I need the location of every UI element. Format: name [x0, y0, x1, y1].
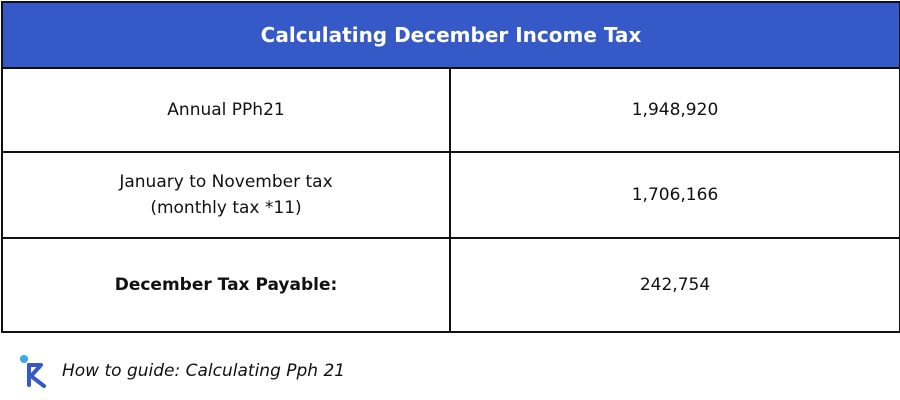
tax-table: [1, 1, 900, 333]
table-title: Calculating December Income Tax: [3, 3, 899, 69]
row-label: [3, 69, 451, 151]
caption: [18, 352, 345, 390]
row-value: 1,948,920: [631, 100, 719, 120]
row-label: [3, 239, 451, 331]
brand-logo-icon: [18, 352, 56, 390]
table-row: [3, 153, 899, 239]
row-label: [3, 153, 451, 237]
row-value: 242,754: [639, 275, 711, 295]
row-label-subtext: (monthly tax *11): [150, 198, 302, 218]
table-row: [3, 239, 899, 331]
row-value: 1,706,166: [631, 185, 719, 205]
caption-text: How to guide: Calculating Pph 21: [62, 361, 346, 381]
table-row: [3, 69, 899, 153]
row-label-text: January to November tax: [119, 172, 333, 192]
row-label-text: Annual PPh21: [167, 100, 285, 120]
row-label-text: December Tax Payable:: [114, 275, 338, 295]
